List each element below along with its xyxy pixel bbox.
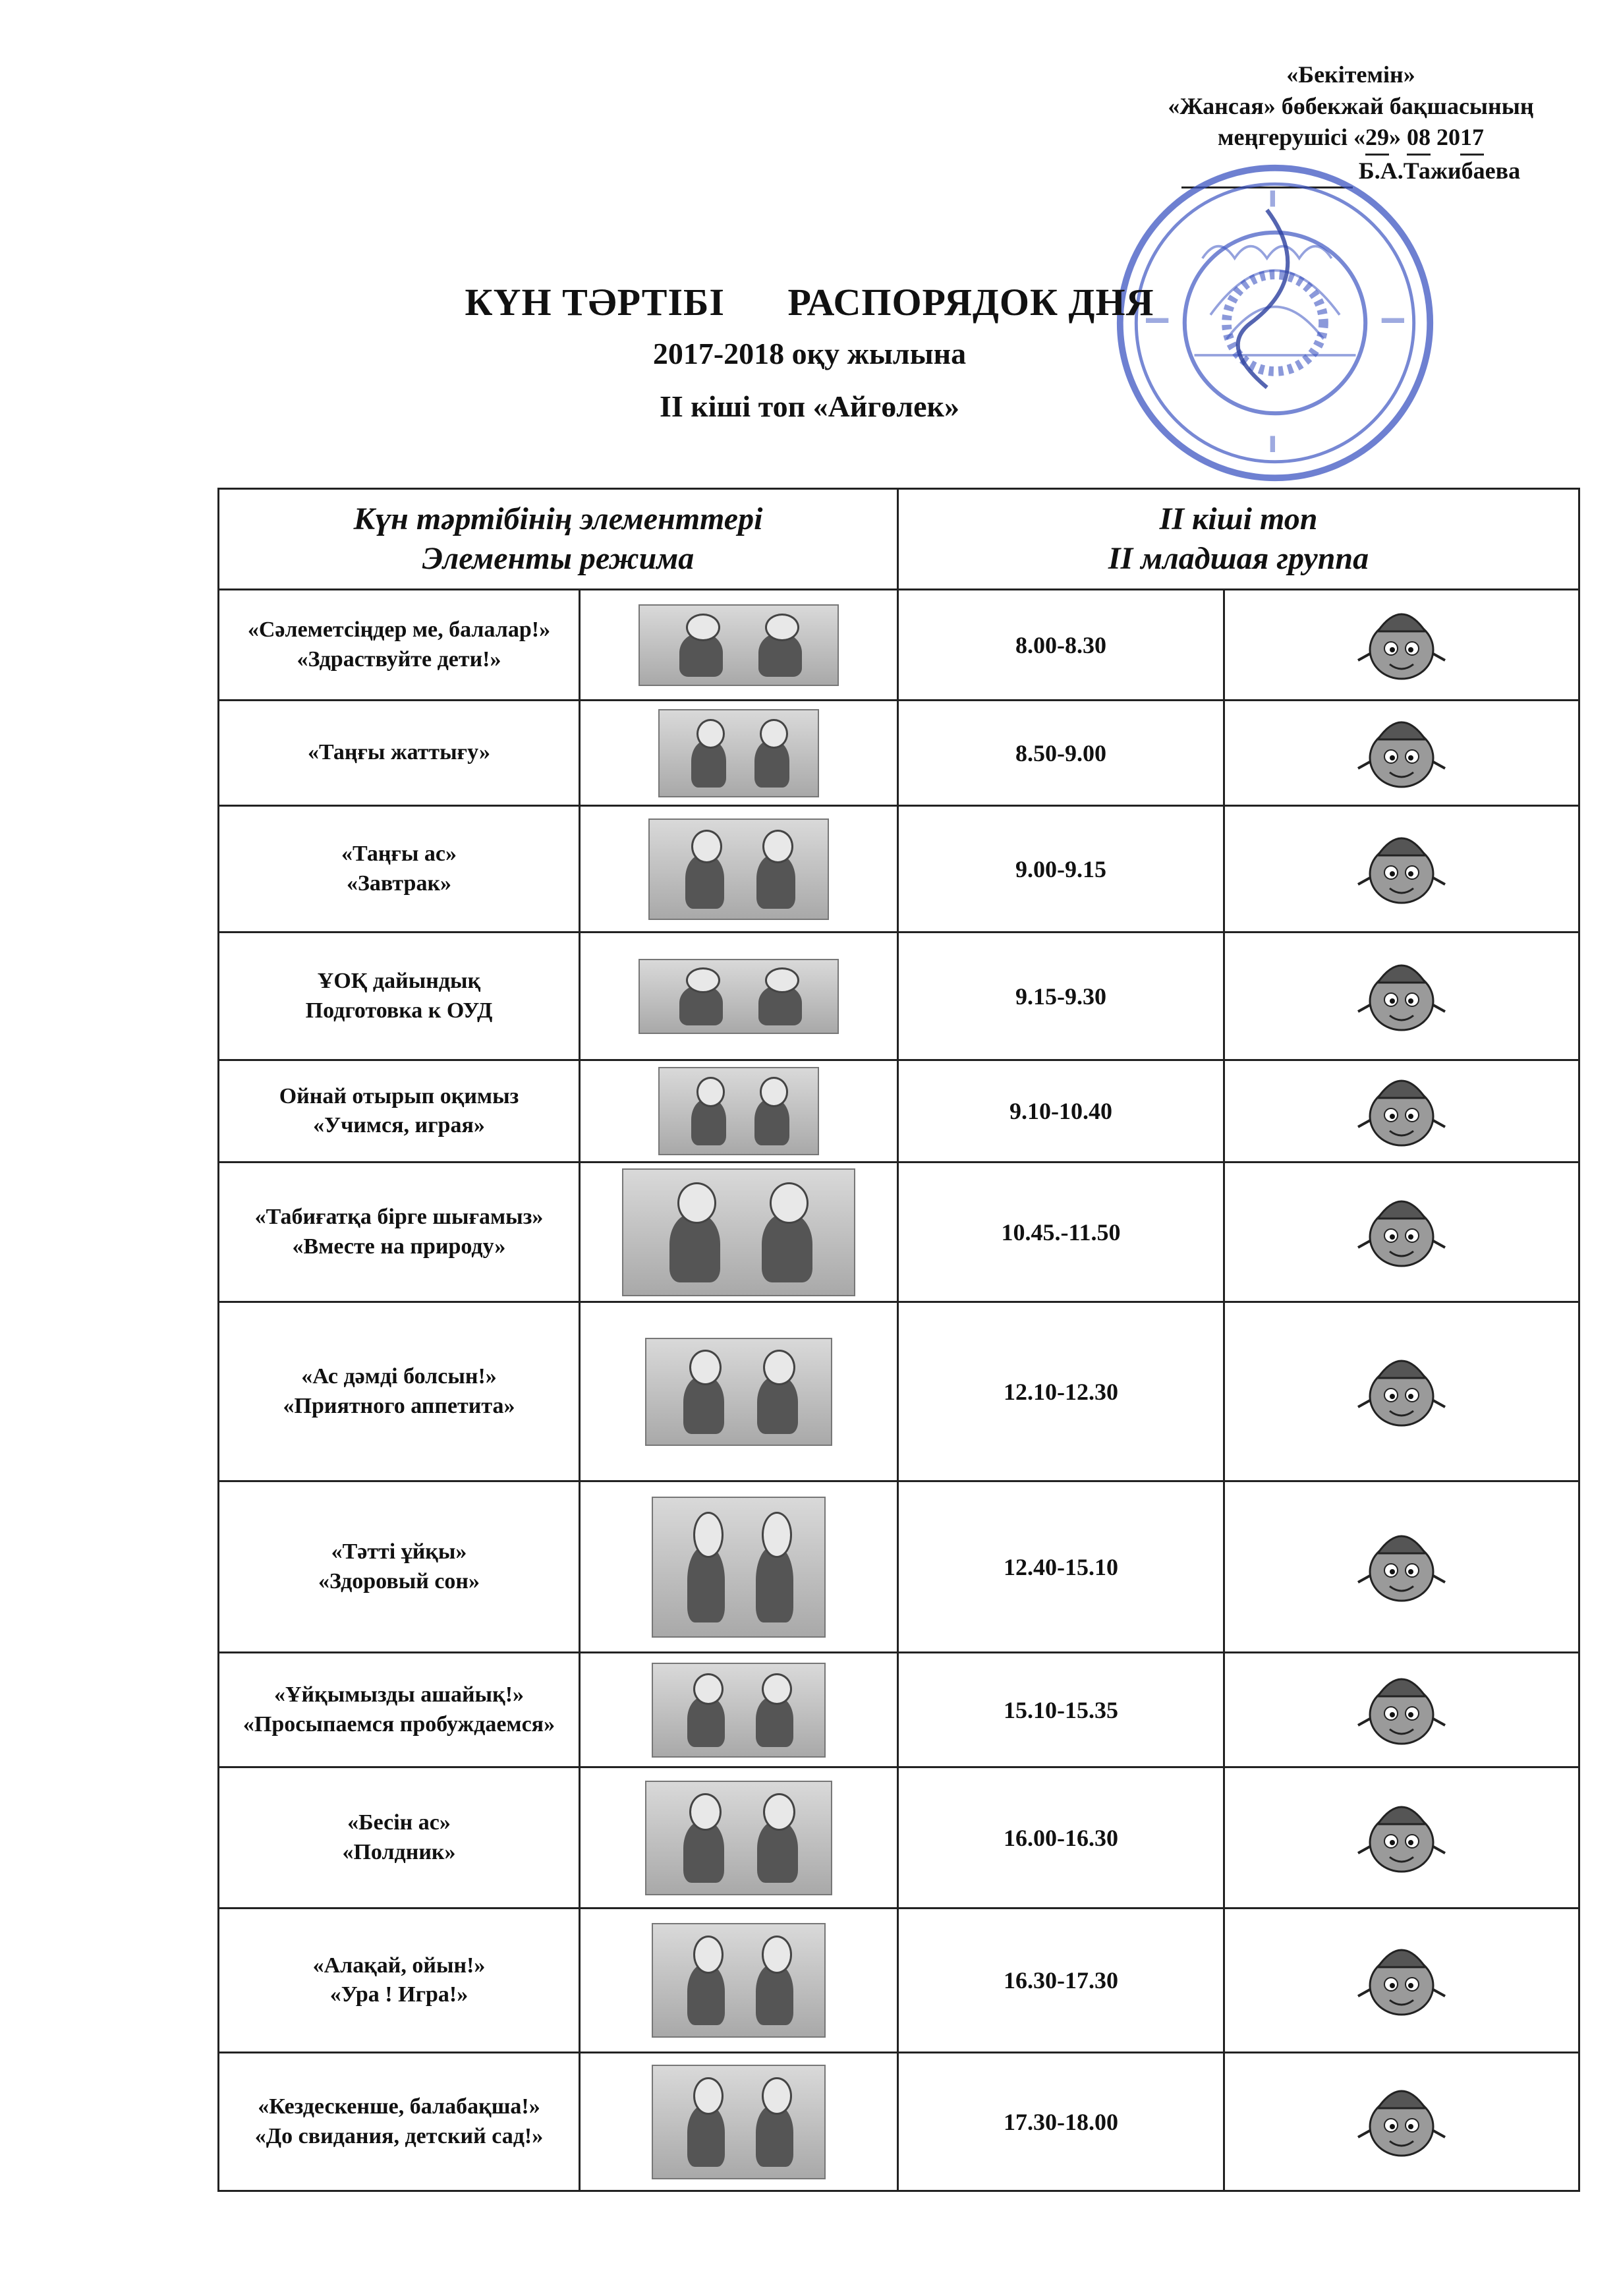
activity-label: «Таңғы ас» «Завтрак»	[219, 806, 580, 933]
activity-label: «Кездескенше, балабақша!» «До свидания, детский сад!»	[219, 2053, 580, 2191]
mascot-image	[1349, 1662, 1454, 1754]
activity-time: 9.15-9.30	[898, 933, 1224, 1060]
mascot-cell	[1224, 2053, 1579, 2191]
activity-label: «Ас дәмді болсын!» «Приятного аппетита»	[219, 1302, 580, 1481]
activity-illustration-image	[645, 1781, 832, 1895]
table-row	[219, 2053, 1579, 2191]
activity-illustration-image	[648, 818, 829, 920]
mascot-image	[1349, 821, 1454, 913]
table-row	[219, 590, 1579, 701]
table-row	[219, 701, 1579, 806]
approval-month: 08	[1407, 122, 1431, 156]
activity-illustration-cell	[580, 1481, 898, 1653]
approval-line-3: меңгерушісі «29» 08 2017	[1120, 122, 1581, 156]
activity-time: 9.00-9.15	[898, 806, 1224, 933]
activity-illustration-cell	[580, 1653, 898, 1767]
table-row	[219, 1909, 1579, 2053]
title-russian: РАСПОРЯДОК ДНЯ	[787, 281, 1154, 324]
approval-line-2: «Жансая» бөбекжай бақшасының	[1168, 92, 1534, 119]
mascot-image	[1349, 1064, 1454, 1156]
table-row	[219, 1302, 1579, 1481]
activity-illustration-cell	[580, 2053, 898, 2191]
activity-time: 12.10-12.30	[898, 1302, 1224, 1481]
activity-time: 16.00-16.30	[898, 1767, 1224, 1909]
activity-illustration-cell	[580, 701, 898, 806]
activity-label: «Тәтті ұйқы» «Здоровый сон»	[219, 1481, 580, 1653]
activity-illustration-cell	[580, 1060, 898, 1162]
mascot-image	[1349, 705, 1454, 797]
group-name: ІІ кіші топ «Айгөлек»	[659, 389, 960, 423]
activity-illustration-cell	[580, 806, 898, 933]
activity-illustration-cell	[580, 1767, 898, 1909]
activity-label: «Ұйқымызды ашайық!» «Просыпаемся пробуждаемся»	[219, 1653, 580, 1767]
activity-time: 17.30-18.00	[898, 2053, 1224, 2191]
mascot-image	[1349, 1519, 1454, 1611]
approval-line-1: «Бекітемін»	[1286, 61, 1415, 88]
table-row	[219, 1767, 1579, 1909]
activity-illustration-cell	[580, 933, 898, 1060]
mascot-cell	[1224, 1162, 1579, 1302]
approval-year: 17	[1460, 122, 1484, 156]
activity-illustration-image	[658, 709, 819, 797]
activity-illustration-cell	[580, 1909, 898, 2053]
table-row	[219, 1060, 1579, 1162]
mascot-cell	[1224, 1481, 1579, 1653]
activity-time: 8.00-8.30	[898, 590, 1224, 701]
activity-illustration-cell	[580, 1302, 898, 1481]
activity-illustration-image	[652, 1923, 826, 2038]
mascot-cell	[1224, 701, 1579, 806]
mascot-cell	[1224, 1653, 1579, 1767]
activity-time: 8.50-9.00	[898, 701, 1224, 806]
activity-illustration-image	[639, 959, 839, 1034]
table-row	[219, 933, 1579, 1060]
header-elements: Күн тәртібінің элементтері Элементы режима	[219, 489, 898, 590]
mascot-cell	[1224, 1060, 1579, 1162]
table-header-row	[219, 489, 1579, 590]
mascot-cell	[1224, 1302, 1579, 1481]
activity-time: 10.45.-11.50	[898, 1162, 1224, 1302]
activity-label: ҰОҚ дайындық Подготовка к ОУД	[219, 933, 580, 1060]
mascot-image	[1349, 1184, 1454, 1277]
approval-day: 29	[1365, 122, 1389, 156]
header-group: ІІ кіші топ ІІ младшая группа	[898, 489, 1579, 590]
mascot-cell	[1224, 806, 1579, 933]
activity-illustration-image	[652, 1663, 826, 1758]
mascot-image	[1349, 1790, 1454, 1882]
activity-illustration-image	[645, 1338, 832, 1446]
activity-label: «Табиғатқа бірге шығамыз» «Вместе на природу»	[219, 1162, 580, 1302]
activity-illustration-image	[652, 1497, 826, 1638]
table-row	[219, 1653, 1579, 1767]
mascot-cell	[1224, 1909, 1579, 2053]
activity-illustration-cell	[580, 1162, 898, 1302]
mascot-image	[1349, 2074, 1454, 2166]
activity-label: Ойнай отырып оқимыз «Учимся, играя»	[219, 1060, 580, 1162]
activity-illustration-image	[652, 2065, 826, 2179]
activity-illustration-image	[658, 1067, 819, 1155]
activity-illustration-image	[622, 1168, 855, 1296]
mascot-cell	[1224, 933, 1579, 1060]
title-kazakh: КҮН ТӘРТІБІ	[465, 281, 725, 324]
activity-label: «Алақай, ойын!» «Ура ! Игра!»	[219, 1909, 580, 2053]
activity-time: 15.10-15.35	[898, 1653, 1224, 1767]
table-row	[219, 1162, 1579, 1302]
mascot-image	[1349, 1344, 1454, 1436]
table-row	[219, 806, 1579, 933]
mascot-cell	[1224, 590, 1579, 701]
mascot-image	[1349, 948, 1454, 1041]
mascot-image	[1349, 597, 1454, 689]
table-row	[219, 1481, 1579, 1653]
activity-time: 16.30-17.30	[898, 1909, 1224, 2053]
activity-illustration-image	[639, 604, 839, 686]
activity-illustration-cell	[580, 590, 898, 701]
academic-year: 2017-2018 оқу жылына	[652, 337, 967, 370]
signer-name: Б.А.Тажибаева	[1358, 157, 1521, 184]
activity-time: 9.10-10.40	[898, 1060, 1224, 1162]
activity-label: «Таңғы жаттығу»	[219, 701, 580, 806]
activity-time: 12.40-15.10	[898, 1481, 1224, 1653]
page-title	[0, 280, 1619, 324]
mascot-cell	[1224, 1767, 1579, 1909]
mascot-image	[1349, 1933, 1454, 2025]
activity-label: «Бесін ас» «Полдник»	[219, 1767, 580, 1909]
schedule-table	[217, 488, 1580, 2192]
activity-label: «Сәлеметсіңдер ме, балалар!» «Здраствуйте дети!»	[219, 590, 580, 701]
